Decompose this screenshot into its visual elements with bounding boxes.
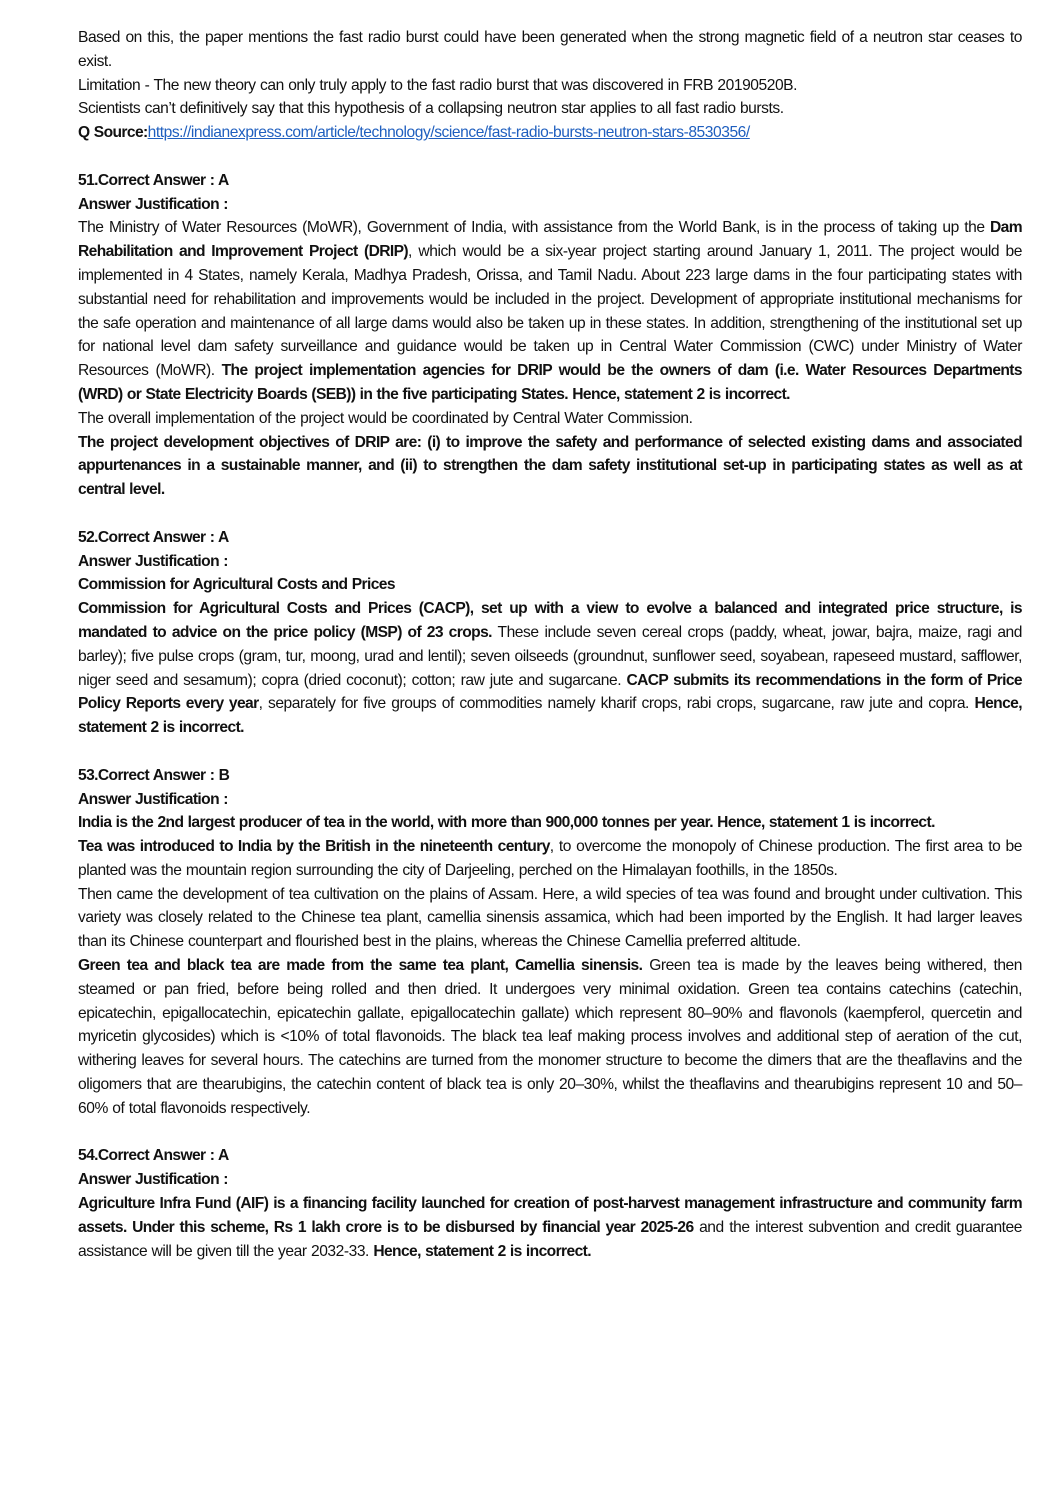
paragraph — [78, 407, 1022, 431]
paragraph — [78, 597, 1022, 740]
blank-line — [78, 1121, 1022, 1145]
bold-text: CACP submits its recommendations in the form of Price Policy Reports every year — [78, 671, 1022, 713]
paragraph — [78, 431, 1022, 502]
document-page — [78, 26, 1022, 1263]
paragraph — [78, 573, 1022, 597]
bold-text: Answer Justification : — [78, 195, 228, 213]
answer-section — [78, 764, 1022, 1121]
text: Green tea is made by the leaves being withered, then steamed or pan fried, before being rolled and then dried. It undergoes very minimal oxidation. Green tea contains catechins (catechin, epicatechin, epigallocatechin, epicatechin gallate, epigallocatechin gallate) which represent 80–90% and flavonols (kaempferol, quercetin and myricetin glycosides) which is <10% of total flavonoids. The black tea leaf making process involves and additional step of aeration of the cut, withering leaves for several hours. The catechins are turned from the monomer structure to become the dimers that are the theaflavins and the oligomers that are thearubigins, the catechin content of black tea is only 20–30%, whilst the theaflavins and thearubigins represent 10 and 50–60% of total flavonoids respectively. — [78, 957, 1022, 1117]
paragraph — [78, 1192, 1022, 1263]
answer-section — [78, 1144, 1022, 1263]
bold-text: Green tea and black tea are made from the same tea plant, Camellia sinensis. — [78, 957, 643, 975]
bold-text: The project development objectives of DRIP are: (i) to improve the safety and performance of selected existing dams and associated appurtenances in a sustainable manner, and (ii) to strengthen the dam safety institutional set-up in participating states as well as at central level. — [78, 433, 1022, 499]
section-q50-continuation — [78, 26, 1022, 145]
bold-text: Answer Justification : — [78, 1171, 228, 1189]
blank-line — [78, 740, 1022, 764]
paragraph — [78, 74, 1022, 98]
paragraph — [78, 954, 1022, 1121]
paragraph — [78, 764, 1022, 788]
paragraph — [78, 193, 1022, 217]
bold-text: Commission for Agricultural Costs and Prices (CACP), set up with a view to evolve a balanced and integrated price structure, is mandated to advice on the price policy (MSP) of 23 crops. — [78, 600, 1022, 641]
bold-text: India is the 2nd largest producer of tea in the world, with more than 900,000 tonnes per year. Hence, statement 1 is incorrect. — [78, 814, 935, 832]
source-link[interactable]: https://indianexpress.com/article/technology/science/fast-radio-bursts-neutron-stars-8530356/ — [147, 124, 750, 142]
text: Scientists can’t definitively say that this hypothesis of a collapsing neutron star applies to all fast radio bursts. — [78, 100, 784, 118]
paragraph — [78, 97, 1022, 121]
paragraph — [78, 835, 1022, 883]
paragraph — [78, 788, 1022, 812]
bold-text: 54.Correct Answer : A — [78, 1147, 229, 1165]
text: and the interest subvention and credit guarantee assistance will be given till the year 2032-33. — [78, 1218, 1022, 1260]
bold-text: Hence, statement 2 is incorrect. — [373, 1242, 591, 1260]
bold-text: Q Source: — [78, 124, 148, 142]
blank-line — [78, 502, 1022, 526]
bold-text: The project implementation agencies for DRIP would be the owners of dam (i.e. Water Resources Departments (WRD) or State Electricity Boards (SEB)) in the five participating States. Hence, statement 2 is incorrect. — [78, 362, 1022, 403]
bold-text: 52.Correct Answer : A — [78, 528, 229, 546]
text: , which would be a six-year project starting around January 1, 2011. The project would be implemented in 4 States, namely Kerala, Madhya Pradesh, Orissa, and Tamil Nadu. About 223 large dams in the four participating states with substantial need for rehabilitation and improvements would be included in the project. Development of appropriate institutional mechanisms for the safe operation and maintenance of all large dams would also be taken up in these states. In addition, strengthening of the institutional set up for national level dam safety surveillance and guidance would be taken up in Central Water Commission (CWC) under Ministry of Water Resources (MoWR). — [78, 243, 1023, 380]
bold-text: 51.Correct Answer : A — [78, 171, 229, 189]
paragraph — [78, 1144, 1022, 1168]
text: The overall implementation of the project would be coordinated by Central Water Commission. — [78, 409, 693, 427]
bold-text: 53.Correct Answer : B — [78, 766, 230, 784]
paragraph — [78, 550, 1022, 574]
paragraph — [78, 169, 1022, 193]
bold-text: Answer Justification : — [78, 552, 228, 570]
blank-line — [78, 145, 1022, 169]
bold-text: Agriculture Infra Fund (AIF) is a financing facility launched for creation of post-harvest management infrastructure and community farm assets. Under this scheme, Rs 1 lakh crore is to be disbursed by financial year 2025-26 — [78, 1195, 1022, 1236]
bold-text: Answer Justification : — [78, 790, 228, 808]
paragraph — [78, 26, 1022, 74]
text: , separately for five groups of commodities namely kharif crops, rabi crops, sugarcane, raw jute and copra. — [258, 695, 975, 713]
answer-section — [78, 526, 1022, 740]
text: These include seven cereal crops (paddy, wheat, jowar, bajra, maize, ragi and barley); five pulse crops (gram, tur, moong, urad and lentil); seven oilseeds (groundnut, sunflower seed, soyabean, rapeseed mustard, safflower, niger seed and sesamum); copra (dried coconut); cotton; raw jute and sugarcane. — [78, 623, 1022, 689]
text: The Ministry of Water Resources (MoWR), Government of India, with assistance from the World Bank, is in the process of taking up the — [78, 219, 990, 237]
paragraph — [78, 883, 1022, 954]
bold-text: Hence, statement 2 is incorrect. — [78, 695, 1022, 737]
text: , to overcome the monopoly of Chinese production. The first area to be planted was the mountain region surrounding the city of Darjeeling, perched on the Himalayan foothills, in the 1850s. — [78, 838, 1022, 879]
paragraph — [78, 216, 1022, 406]
text: Then came the development of tea cultivation on the plains of Assam. Here, a wild species of tea was found and brought under cultivation. This variety was closely related to the Chinese tea plant, camellia sinensis assamica, which had been imported by the English. It had larger leaves than its Chinese counterpart and flourished best in the plains, whereas the Chinese Camellia preferred altitude. — [78, 885, 1022, 951]
bold-text: Tea was introduced to India by the British in the nineteenth century — [78, 838, 550, 856]
paragraph — [78, 811, 1022, 835]
paragraph — [78, 121, 1022, 145]
paragraph — [78, 1168, 1022, 1192]
answer-section — [78, 169, 1022, 502]
bold-text: Dam Rehabilitation and Improvement Project (DRIP) — [78, 219, 1022, 261]
text: Limitation - The new theory can only truly apply to the fast radio burst that was discovered in FRB 20190520B. — [78, 76, 798, 94]
text: Based on this, the paper mentions the fast radio burst could have been generated when the strong magnetic field of a neutron star ceases to exist. — [78, 29, 1022, 70]
paragraph — [78, 526, 1022, 550]
bold-text: Commission for Agricultural Costs and Prices — [78, 576, 395, 594]
